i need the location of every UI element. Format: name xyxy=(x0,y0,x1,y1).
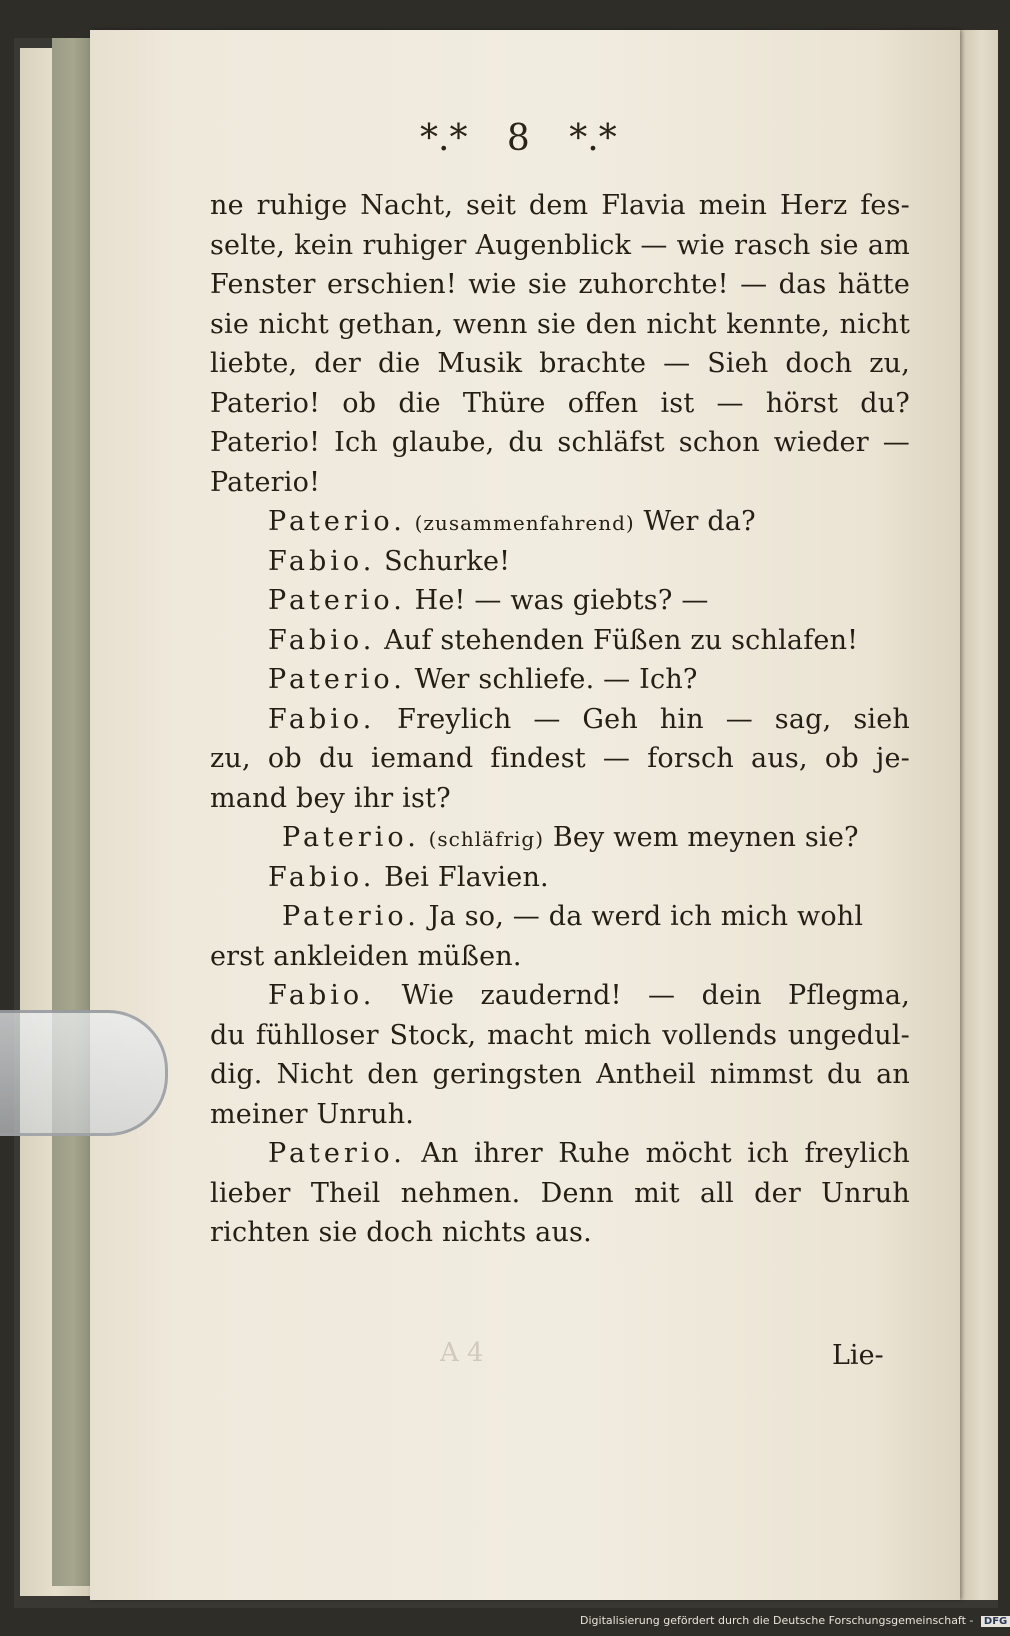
text-line: sie nicht gethan, wenn sie den nicht kennte, nicht xyxy=(210,308,910,340)
dialogue-continuation: mand bey ihr ist? xyxy=(210,782,451,814)
dialogue-continuation: meiner Unruh. xyxy=(210,1098,415,1130)
speaker-name: Paterio. xyxy=(268,664,406,695)
speaker-name: Paterio. xyxy=(282,901,420,932)
dialogue-line xyxy=(210,858,910,898)
credit-text: Digitalisierung gefördert durch die Deutsche Forschungsgemeinschaft - xyxy=(580,1614,974,1627)
dialogue-continuation: richten sie doch nichts aus. xyxy=(210,1217,592,1248)
speaker-name: Fabio. xyxy=(268,703,376,735)
dialogue-text: Bey wem meynen sie? xyxy=(552,822,859,853)
dialogue-line xyxy=(210,818,910,858)
speaker-name: Paterio. xyxy=(268,1138,406,1169)
dialogue-line xyxy=(210,502,910,542)
speaker-name: Fabio. xyxy=(268,545,376,577)
dialogue-text: Wer schliefe. — Ich? xyxy=(414,664,698,695)
dialogue-line xyxy=(210,621,910,661)
speaker-name: Paterio. xyxy=(268,506,406,537)
dialogue-line xyxy=(210,897,910,937)
dialogue-text: An ihrer Ruhe möcht ich freylich xyxy=(421,1138,910,1169)
dialogue-continuation: dig. Nicht den geringsten Antheil nimmst du an xyxy=(210,1059,910,1090)
digitization-credit xyxy=(580,1614,1010,1632)
dialogue-line xyxy=(210,976,910,1016)
book-gutter xyxy=(52,38,94,1586)
speaker-name: Paterio. xyxy=(268,585,406,616)
dialogue-text: Wer da? xyxy=(643,506,756,537)
page-clip xyxy=(0,1010,168,1136)
dialogue-text: Ja so, — da werd ich mich wohl xyxy=(428,901,864,932)
dialogue-line xyxy=(210,542,910,582)
dialogue-continuation: du fühlloser Stock, macht mich vollends ungedul- xyxy=(210,1019,910,1051)
speaker-name: Fabio. xyxy=(268,861,376,893)
dialogue-continuation: erst ankleiden müßen. xyxy=(210,940,522,972)
speaker-name: Paterio. xyxy=(282,822,420,853)
header-ornament-left: *.* xyxy=(420,118,468,159)
dialogue-line xyxy=(210,1134,910,1174)
text-line: Paterio! Ich glaube, du schläfst schon wieder — xyxy=(210,427,910,458)
text-line: Paterio! xyxy=(210,466,321,498)
page-text xyxy=(210,186,910,1253)
dialogue-line xyxy=(210,660,910,700)
dialogue-text: Wie zaudernd! — dein Pflegma, xyxy=(401,980,910,1011)
text-line: selte, kein ruhiger Augenblick — wie rasch sie am xyxy=(210,229,910,261)
running-head xyxy=(420,118,680,168)
dialogue-text: Freylich — Geh hin — sag, sieh xyxy=(397,703,910,735)
text-line: Fenster erschien! wie sie zuhorchte! — das hätte xyxy=(210,269,910,300)
right-page-edge xyxy=(958,30,998,1600)
dialogue-text: Schurke! xyxy=(384,545,511,577)
dialogue-text: Bei Flavien. xyxy=(384,861,549,893)
dialogue-continuation: zu, ob du iemand findest — forsch aus, ob je- xyxy=(210,743,910,774)
speaker-name: Fabio. xyxy=(268,980,376,1011)
stage-direction: (zusammenfahrend) xyxy=(414,511,635,535)
stage-direction: (schläfrig) xyxy=(428,827,545,851)
dfg-logo: DFG xyxy=(981,1616,1010,1627)
dialogue-line xyxy=(210,581,910,621)
dialogue-continuation: lieber Theil nehmen. Denn mit all der Unruh xyxy=(210,1177,910,1209)
dialogue-text: Auf stehenden Füßen zu schlafen! xyxy=(384,624,859,656)
speaker-name: Fabio. xyxy=(268,624,376,656)
catchword: Lie- xyxy=(832,1340,884,1371)
text-line: liebte, der die Musik brachte — Sieh doch zu, xyxy=(210,348,910,379)
text-line: ne ruhige Nacht, seit dem Flavia mein Herz fes- xyxy=(210,190,910,221)
dialogue-text: He! — was giebts? — xyxy=(414,585,709,616)
signature-mark-show-through: A 4 xyxy=(440,1338,484,1368)
header-ornament-right: *.* xyxy=(569,118,617,159)
page-number: 8 xyxy=(506,118,530,159)
dialogue-line xyxy=(210,700,910,740)
text-line: Paterio! ob die Thüre offen ist — hörst du? xyxy=(210,387,910,419)
